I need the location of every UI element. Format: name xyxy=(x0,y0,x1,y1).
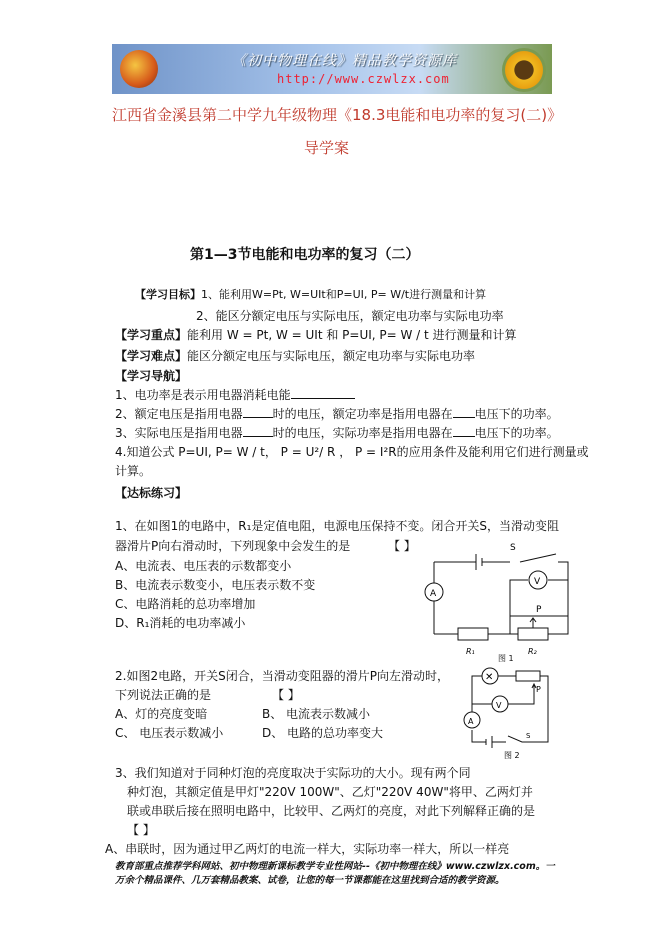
figure-1-circuit xyxy=(418,540,583,665)
nav-label: 【学习导航】 xyxy=(115,369,188,383)
q3-line-c: 联或串联后接在照明电路中，比较甲、乙两灯的亮度，对此下列解释正确的是 xyxy=(127,804,536,818)
nav-3-blank-1[interactable] xyxy=(243,425,273,437)
fig2-lamp-icon: ✕ xyxy=(485,672,494,683)
q2-option-b[interactable]: B、 电流表示数减小 xyxy=(262,707,371,721)
fig1-ammeter-label: A xyxy=(430,589,437,599)
key-label: 【学习重点】 xyxy=(115,328,188,342)
nav-2-blank-2[interactable] xyxy=(453,406,475,418)
fig1-caption: 图 1 xyxy=(498,654,514,663)
q2-line-b: 下列说法正确的是 xyxy=(115,688,212,702)
nav-4b: 计算。 xyxy=(115,464,152,478)
doc-title-line2: 导学案 xyxy=(304,139,350,157)
sunflower-icon xyxy=(502,48,546,92)
fig1-s-label: S xyxy=(510,543,516,553)
nav-2c: 电压下的功率。 xyxy=(474,407,559,421)
practice-label: 【达标练习】 xyxy=(115,486,188,500)
nav-2a: 2、额定电压是指用电器 xyxy=(115,407,243,421)
fig1-voltmeter-label: V xyxy=(534,577,541,587)
goal-label: 【学习目标】 xyxy=(135,288,201,301)
q2-option-a[interactable]: A、灯的亮度变暗 xyxy=(115,707,208,721)
q2-option-c[interactable]: C、 电压表示数减小 xyxy=(115,726,224,740)
doc-title-line1: 江西省金溪县第二中学九年级物理《18.3电能和电功率的复习(二)》 xyxy=(112,106,563,124)
q2-option-d[interactable]: D、 电路的总功率变大 xyxy=(262,726,384,740)
q3-line-b: 种灯泡，其额定值是甲灯"220V 100W"、乙灯"220V 40W"将甲、乙两灯并 xyxy=(127,785,533,799)
q1-option-c[interactable]: C、电路消耗的总功率增加 xyxy=(115,597,256,611)
nav-3c: 电压下的功率。 xyxy=(474,426,559,440)
q1-line-b: 器滑片P向右滑动时，下列现象中会发生的是 xyxy=(115,539,351,553)
q2-answer-bracket[interactable]: 【 】 xyxy=(272,688,300,702)
q1-option-b[interactable]: B、电流表示数变小，电压表示数不变 xyxy=(115,578,316,592)
q1-option-d[interactable]: D、R₁消耗的电功率减小 xyxy=(115,616,246,630)
nav-1-blank[interactable] xyxy=(291,387,355,399)
diff-label: 【学习难点】 xyxy=(115,349,188,363)
diff-text: 能区分额定电压与实际电压，额定电功率与实际电功率 xyxy=(187,349,476,363)
q1-answer-bracket[interactable]: 【 】 xyxy=(388,539,416,553)
nav-3a: 3、实际电压是指用电器 xyxy=(115,426,243,440)
fig1-r2-label: R₂ xyxy=(528,647,537,656)
fig2-caption: 图 2 xyxy=(504,751,520,760)
key-line xyxy=(115,326,517,343)
nav-4a: 4.知道公式 P=UI, P= W / t， P = U²/ R ， P = I²R的应用条件及能利用它们进行测量或 xyxy=(115,445,589,459)
goal-2: 2、能区分额定电压与实际电压，额定电功率与实际电功率 xyxy=(196,309,504,323)
figure-2-circuit xyxy=(462,660,562,760)
nav-3 xyxy=(115,424,559,441)
fig2-p-label: P xyxy=(536,685,541,694)
q2-line-a: 2.如图2电路，开关S闭合，当滑动变阻器的滑片P向左滑动时， xyxy=(115,669,449,683)
key-text: 能利用 W = Pt, W = UIt 和 P=UI, P= W / t 进行测量和计算 xyxy=(187,328,517,342)
diff-line xyxy=(115,347,475,364)
q1-option-a[interactable]: A、电流表、电压表的示数都变小 xyxy=(115,559,292,573)
nav-2-blank-1[interactable] xyxy=(243,406,273,418)
goal-line1 xyxy=(135,286,486,302)
banner-title: 《初中物理在线》精品教学资源库 xyxy=(232,53,457,69)
fig1-p-label: P xyxy=(536,605,542,615)
fig2-s-label: S xyxy=(526,732,531,740)
footer-line1: 教育部重点推荐学科网站、初中物理新课标教学专业性网站--《初中物理在线》www.czwlzx.com。一 xyxy=(115,861,555,872)
nav-2b: 时的电压，额定功率是指用电器在 xyxy=(272,407,453,421)
nav-1 xyxy=(115,386,355,403)
section-title: 第1—3节电能和电功率的复习（二） xyxy=(190,247,420,263)
fig2-ammeter-label: A xyxy=(468,717,474,726)
nav-2 xyxy=(115,405,559,422)
q3-answer-bracket[interactable]: 【 】 xyxy=(127,823,155,837)
site-logo-icon xyxy=(120,50,158,88)
nav-3-blank-2[interactable] xyxy=(453,425,475,437)
nav-1-text: 1、电功率是表示用电器消耗电能 xyxy=(115,388,291,402)
q3-option-a[interactable]: A、串联时，因为通过甲乙两灯的电流一样大，实际功率一样大，所以一样亮 xyxy=(105,842,510,856)
nav-3b: 时的电压，实际功率是指用电器在 xyxy=(272,426,453,440)
footer-line2: 万余个精品课件、几万套精品教案、试卷，让您的每一节课都能在这里找到合适的教学资源。 xyxy=(115,875,505,886)
goal-1: 1、能利用W=Pt, W=UIt和P=UI, P= W/t进行测量和计算 xyxy=(201,288,487,301)
q3-line-a: 3、我们知道对于同种灯泡的亮度取决于实际功的大小。现有两个同 xyxy=(115,766,471,780)
fig2-voltmeter-label: V xyxy=(496,701,502,710)
banner-url: http://www.czwlzx.com xyxy=(277,72,450,86)
header-banner xyxy=(112,44,552,94)
q1-line-a: 1、在如图1的电路中，R₁是定值电阻，电源电压保持不变。闭合开关S，当滑动变阻 xyxy=(115,519,560,533)
fig1-r1-label: R₁ xyxy=(466,647,475,656)
